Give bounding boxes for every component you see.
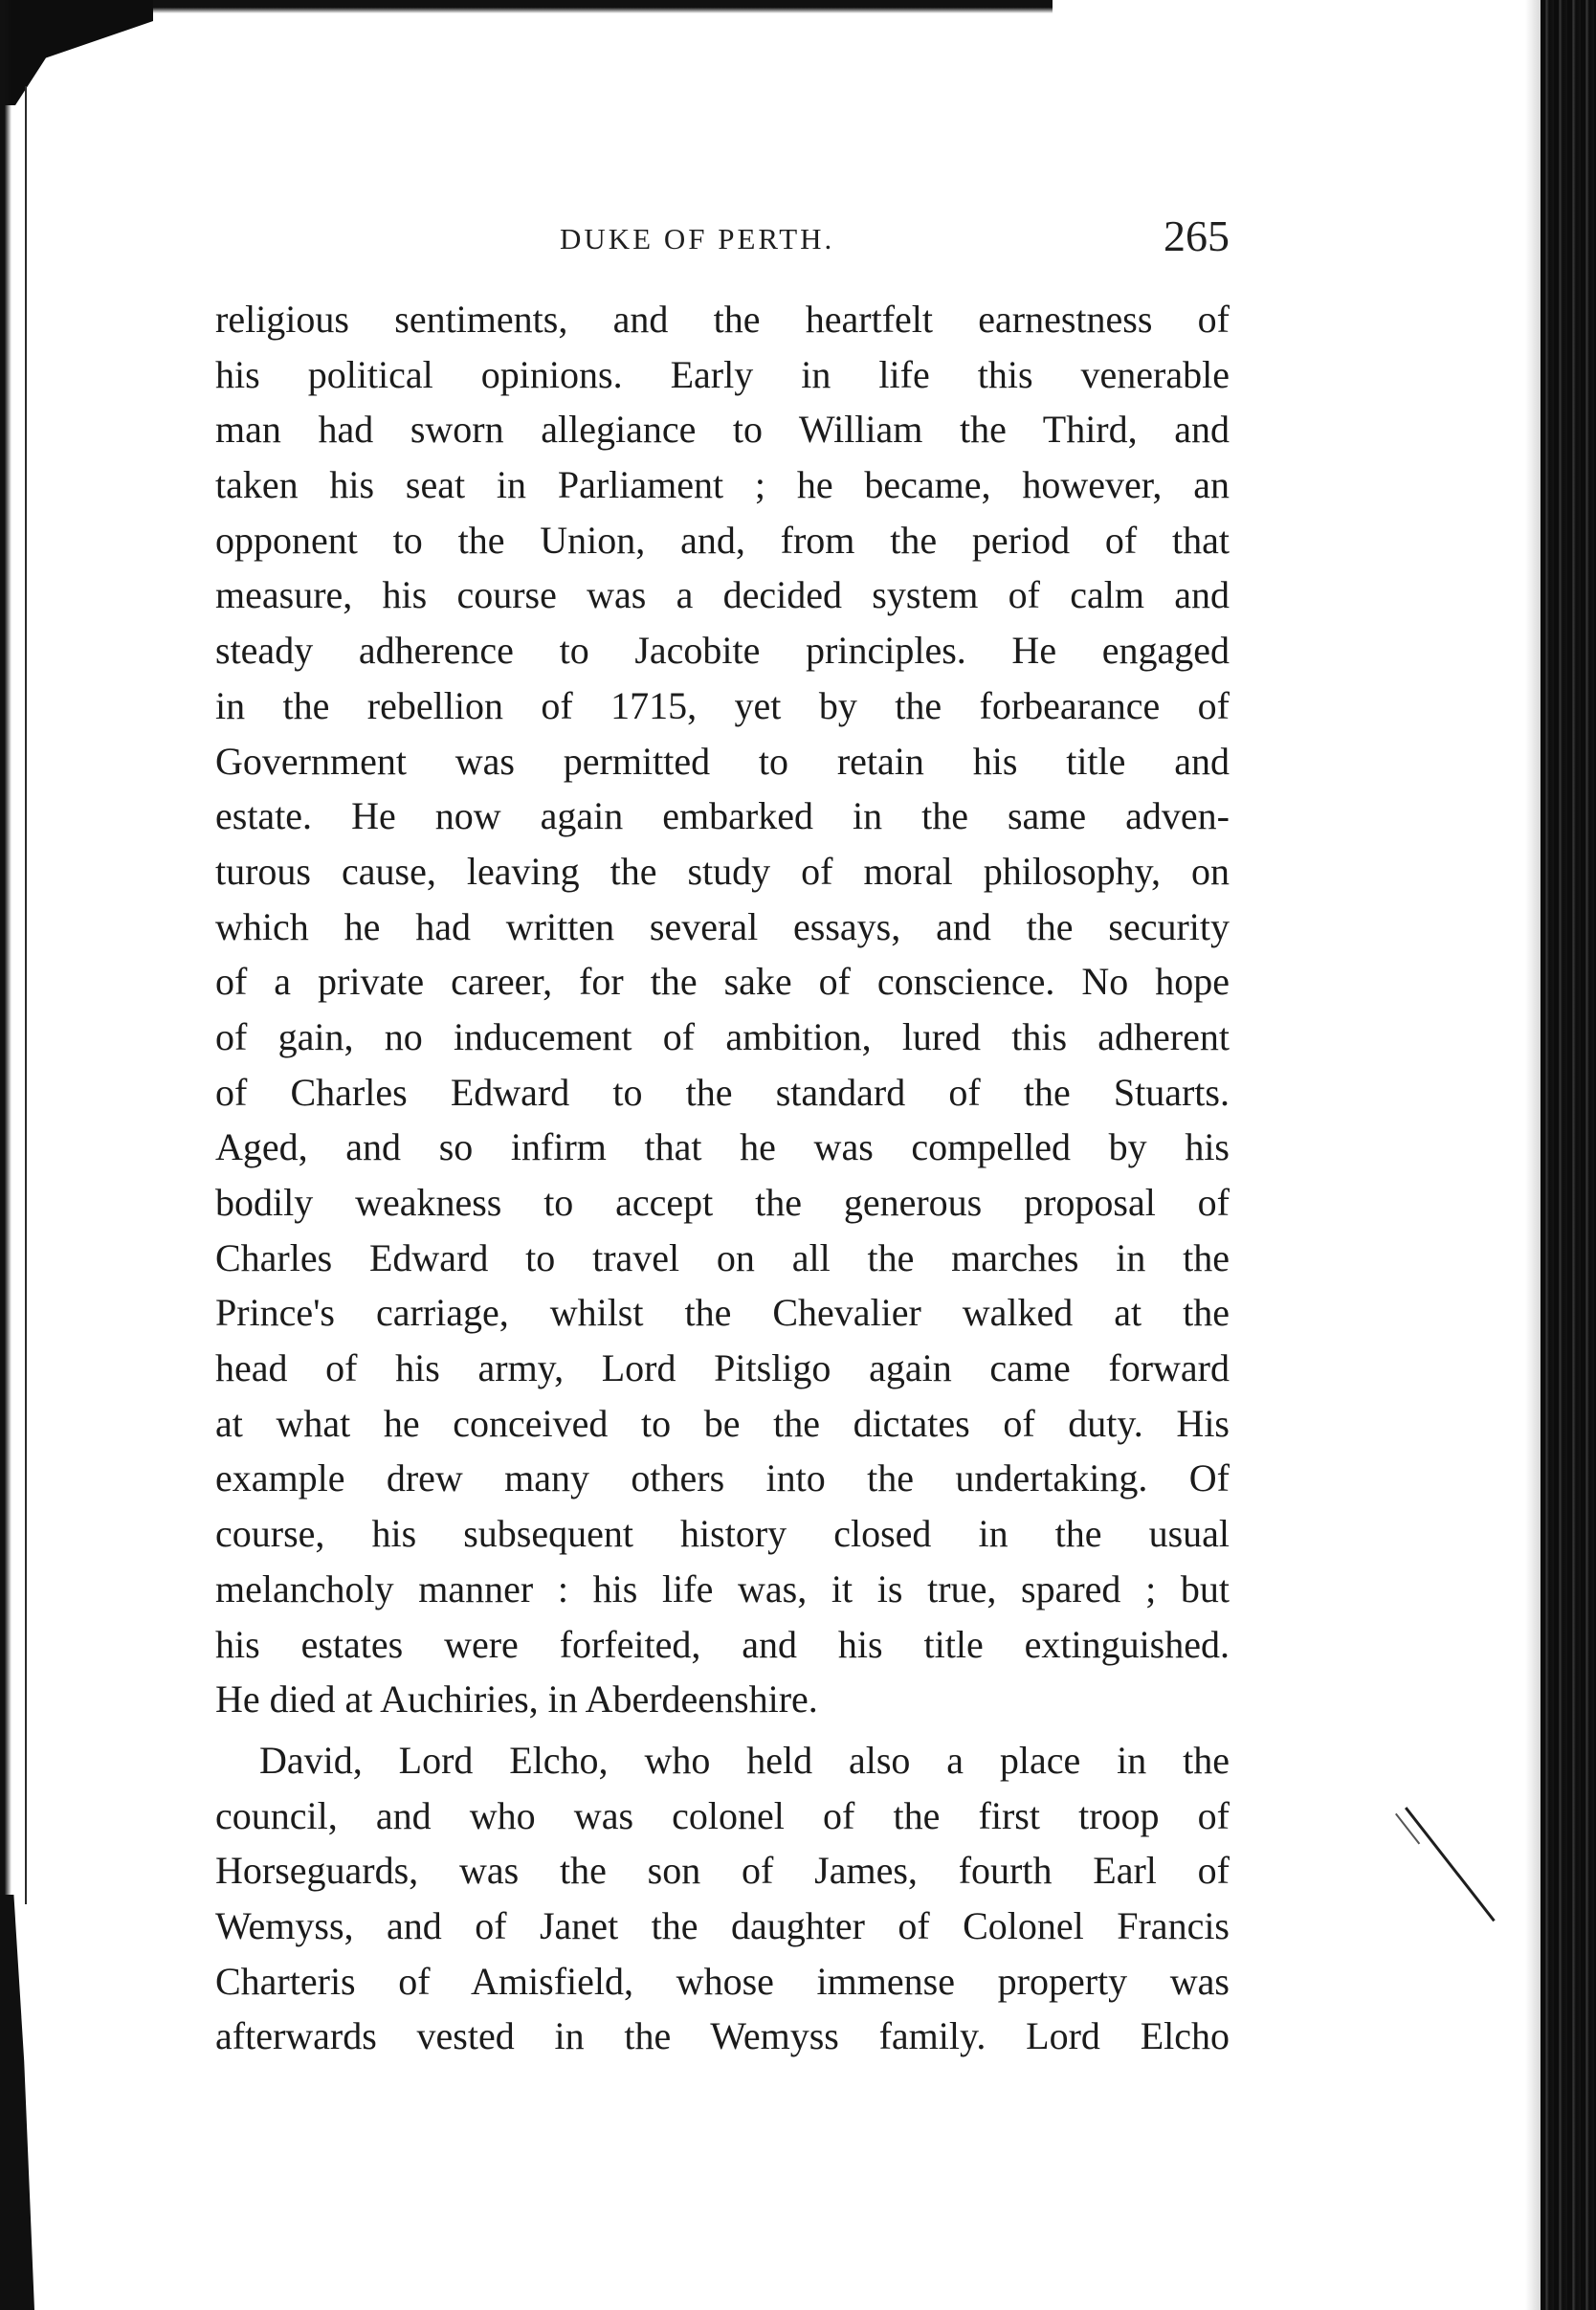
scan-edge-right	[1541, 0, 1596, 2310]
page-number: 265	[1164, 211, 1230, 260]
text-line: head of his army, Lord Pitsligo again came forward	[215, 1346, 1230, 1390]
text-line: course, his subsequent history closed in the usual	[215, 1512, 1230, 1556]
text-line: which he had written several essays, and the security	[215, 904, 1230, 948]
text-line: He died at Auchiries, in Aberdeenshire.	[215, 1677, 818, 1721]
text-line: afterwards vested in the Wemyss family. Lord Elcho	[215, 2014, 1230, 2058]
scan-binding-line	[25, 86, 27, 1904]
text-line: in the rebellion of 1715, yet by the forbearance of	[215, 683, 1230, 727]
text-line: Horseguards, was the son of James, fourth Earl of	[215, 1849, 1230, 1893]
text-line: taken his seat in Parliament ; he became, however, an	[215, 463, 1230, 507]
scan-edge-top	[0, 0, 1053, 13]
scan-edge-corner	[0, 0, 153, 105]
text-line: bodily weakness to accept the generous proposal of	[215, 1181, 1230, 1224]
scan-edge-left-shadow	[0, 1895, 34, 2310]
text-line: opponent to the Union, and, from the period of that	[215, 518, 1230, 562]
text-line: Government was permitted to retain his title and	[215, 739, 1230, 783]
body-text	[215, 292, 1230, 2064]
paragraph-1	[215, 292, 1230, 1727]
text-line: Charteris of Amisfield, whose immense property was	[215, 1959, 1230, 2003]
text-line: Aged, and so infirm that he was compelled by his	[215, 1125, 1230, 1169]
text-line: religious sentiments, and the heartfelt earnestness of	[215, 298, 1230, 341]
text-line: example drew many others into the undertaking. Of	[215, 1456, 1230, 1500]
text-line: man had sworn allegiance to William the Third, and	[215, 408, 1230, 452]
paragraph-2	[215, 1733, 1230, 2064]
text-line: David, Lord Elcho, who held also a place in the	[259, 1738, 1230, 1782]
text-line: council, and who was colonel of the first troop of	[215, 1793, 1230, 1837]
scan-gutter-shadow	[1525, 0, 1541, 2310]
pencil-mark	[1405, 1807, 1496, 1921]
text-line: at what he conceived to be the dictates of duty. His	[215, 1401, 1230, 1445]
running-title: DUKE OF PERTH.	[560, 222, 835, 255]
text-line: of a private career, for the sake of conscience. No hope	[215, 960, 1230, 1004]
page-header	[215, 211, 1244, 268]
text-line: of Charles Edward to the standard of the Stuarts.	[215, 1070, 1230, 1114]
pencil-mark-small	[1395, 1813, 1420, 1845]
text-line: Charles Edward to travel on all the marches in the	[215, 1235, 1230, 1279]
text-line: Prince's carriage, whilst the Chevalier walked at the	[215, 1291, 1230, 1335]
text-line: estate. He now again embarked in the same adven-	[215, 794, 1230, 838]
text-line: his estates were forfeited, and his title extinguished.	[215, 1622, 1230, 1666]
text-line: steady adherence to Jacobite principles. He engaged	[215, 629, 1230, 673]
text-line: Wemyss, and of Janet the daughter of Colonel Francis	[215, 1903, 1230, 1947]
text-line: measure, his course was a decided system of calm and	[215, 573, 1230, 617]
text-line: his political opinions. Early in life this venerable	[215, 352, 1230, 396]
text-line: melancholy manner : his life was, it is true, spared ; but	[215, 1566, 1230, 1610]
text-line: turous cause, leaving the study of moral philosophy, on	[215, 849, 1230, 893]
text-line: of gain, no inducement of ambition, lured this adherent	[215, 1014, 1230, 1058]
